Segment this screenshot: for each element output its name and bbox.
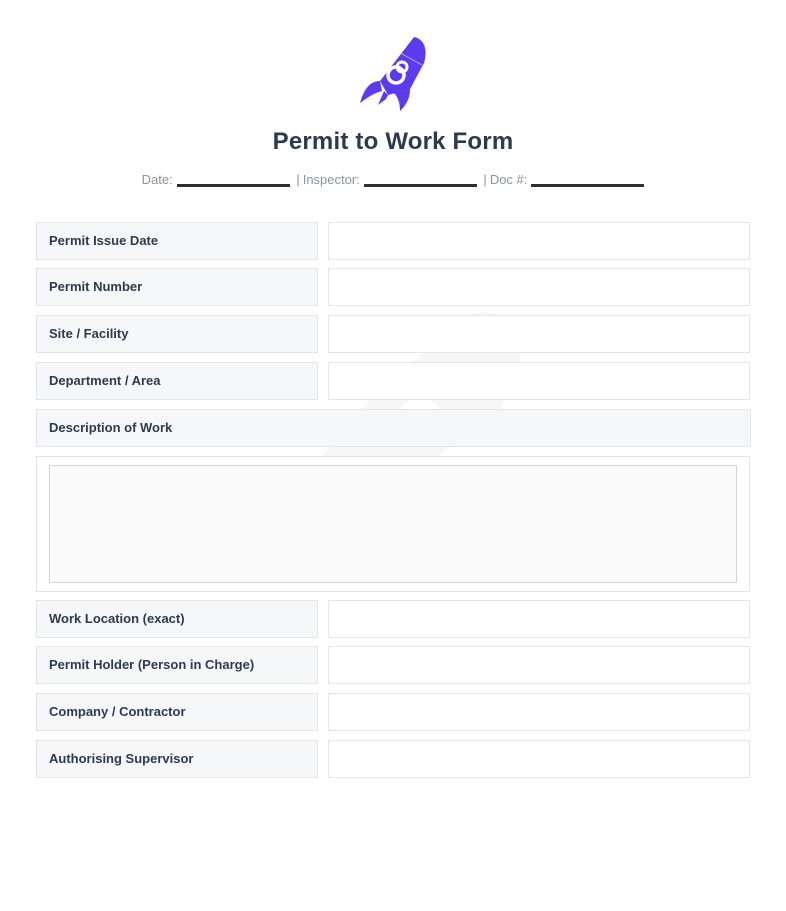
site-facility-field[interactable] [328, 315, 750, 353]
document-meta [0, 172, 786, 187]
inspector-label: Inspector: [302, 172, 360, 187]
field-label: Site / Facility [36, 315, 318, 353]
form-row-permit-number [36, 268, 750, 306]
description-of-work-textarea[interactable] [49, 465, 737, 583]
form-row-site-facility [36, 315, 750, 353]
date-label: Date: [141, 172, 173, 187]
permit-number-field[interactable] [328, 268, 750, 306]
meta-separator: | [296, 172, 300, 187]
permit-holder-field[interactable] [328, 646, 750, 684]
inspector-blank-line[interactable] [364, 184, 477, 187]
field-label: Work Location (exact) [36, 600, 318, 638]
description-of-work-label: Description of Work [36, 409, 751, 447]
meta-separator: | [483, 172, 487, 187]
authorising-supervisor-field[interactable] [328, 740, 750, 778]
field-label: Permit Issue Date [36, 222, 318, 260]
work-location-field[interactable] [328, 600, 750, 638]
form-row-department-area [36, 362, 750, 400]
permit-issue-date-field[interactable] [328, 222, 750, 260]
field-label: Company / Contractor [36, 693, 318, 731]
form-row-work-location [36, 600, 750, 638]
department-area-field[interactable] [328, 362, 750, 400]
date-blank-line[interactable] [177, 184, 290, 187]
field-label: Permit Holder (Person in Charge) [36, 646, 318, 684]
form-row-company-contractor [36, 693, 750, 731]
form-row-authorising-supervisor [36, 740, 750, 778]
field-label: Authorising Supervisor [36, 740, 318, 778]
doc-number-blank-line[interactable] [531, 184, 644, 187]
form-row-permit-issue-date [36, 222, 750, 260]
description-of-work-container [36, 456, 750, 592]
page-title: Permit to Work Form [272, 128, 514, 155]
company-contractor-field[interactable] [328, 693, 750, 731]
field-label: Permit Number [36, 268, 318, 306]
doc-number-label: Doc #: [489, 172, 528, 187]
field-label: Department / Area [36, 362, 318, 400]
form-row-permit-holder [36, 646, 750, 684]
rocket-icon [358, 33, 430, 111]
